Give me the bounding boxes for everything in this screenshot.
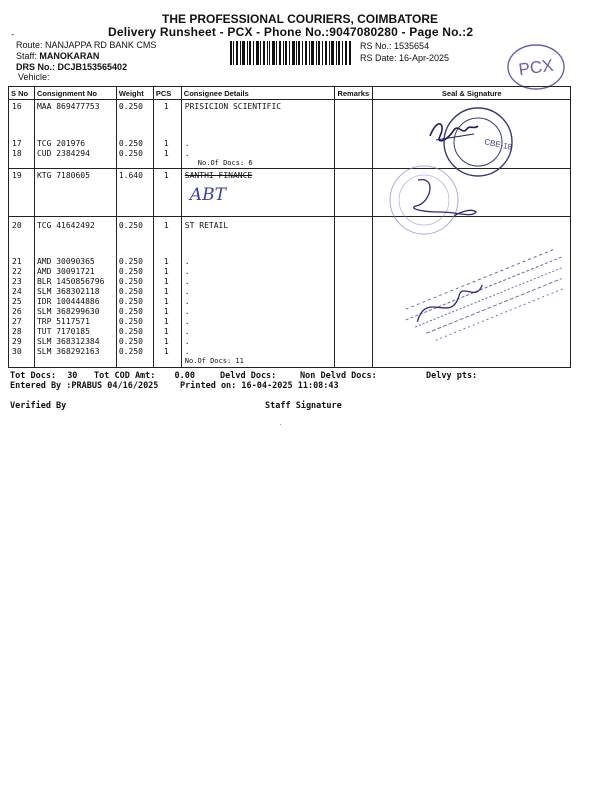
rs-no-line — [360, 41, 429, 51]
seal-signature-overlay — [380, 100, 580, 360]
sno-18: 18 — [12, 149, 22, 158]
weight-24: 0.250 — [118, 287, 143, 296]
pcs-18: 1 — [163, 149, 169, 158]
bullet: . — [184, 297, 190, 306]
rs-no-value: 1535654 — [394, 41, 430, 51]
tot-docs — [10, 371, 77, 381]
tot-docs-label: Tot Docs: — [10, 371, 57, 381]
bullet: . — [184, 347, 190, 356]
sno-27: 27 — [12, 317, 22, 326]
weight-28: 0.250 — [118, 327, 143, 336]
consignment-26: SLM 368299630 — [36, 307, 100, 316]
sno-19: 19 — [12, 171, 22, 180]
delvy-pts-label: Delvy pts: — [426, 371, 478, 381]
runsheet-title: Delivery Runsheet - PCX - Phone No.:9047080280 - Page No.:2 — [108, 25, 474, 39]
weight-30: 0.250 — [118, 347, 143, 356]
weight-25: 0.250 — [118, 297, 143, 306]
verified-by: Verified By — [10, 401, 67, 411]
rs-date-line — [360, 53, 449, 63]
drs-value: DCJB153565402 — [57, 62, 128, 72]
rs-date-value: 16-Apr-2025 — [399, 53, 450, 63]
staff-value: MANOKARAN — [39, 51, 100, 61]
staff-label: Staff: — [16, 51, 37, 61]
delvd-docs-label: Delvd Docs: — [220, 371, 277, 381]
printed-on-label: Printed on: — [180, 381, 237, 391]
consignment-22: AMD 30091721 — [36, 267, 95, 276]
pcs-16: 1 — [163, 102, 169, 111]
pcs-25: 1 — [163, 297, 169, 306]
weight-29: 0.250 — [118, 337, 143, 346]
bullet: . — [184, 277, 190, 286]
docs-note-1: No.Of Docs: 6 — [197, 159, 253, 167]
col-seal: Seal & Signature — [373, 87, 571, 100]
vehicle-label: Vehicle: — [18, 72, 50, 82]
col-consignee: Consignee Details — [181, 87, 335, 100]
dash-mark: - — [10, 30, 16, 40]
drs-label: DRS No.: — [16, 62, 55, 72]
bullet: . — [184, 149, 190, 158]
drs-line — [16, 62, 127, 72]
sno-26: 26 — [12, 307, 22, 316]
rs-no-label: RS No.: — [360, 41, 392, 51]
weight-18: 0.250 — [118, 149, 143, 158]
route-line — [16, 40, 156, 50]
consignee-santhi: SANTHI FINANCE — [184, 171, 253, 180]
pcs-22: 1 — [163, 267, 169, 276]
consignment-16: MAA 869477753 — [36, 102, 100, 111]
bullet: . — [184, 337, 190, 346]
bullet: . — [184, 287, 190, 296]
printed-on — [180, 381, 339, 391]
staff-signature: Staff Signature — [265, 401, 342, 411]
rs-date-label: RS Date: — [360, 53, 397, 63]
pcx-stamp-text: PCX — [517, 55, 555, 80]
non-delvd-docs-label: Non Delvd Docs: — [300, 371, 377, 381]
col-pcs: PCS — [153, 87, 181, 100]
weight-20: 0.250 — [118, 221, 143, 230]
st-retail-stamp — [402, 247, 575, 348]
pcs-23: 1 — [163, 277, 169, 286]
entered-by-value: PRABUS 04/16/2025 — [71, 381, 159, 391]
bullet: . — [184, 327, 190, 336]
consignment-25: IDR 100444886 — [36, 297, 100, 306]
sno-21: 21 — [12, 257, 22, 266]
tot-cod-label: Tot COD Amt: — [94, 371, 156, 381]
weight-16: 0.250 — [118, 102, 143, 111]
tot-docs-value: 30 — [67, 371, 78, 381]
consignment-19: KTG 7180605 — [36, 171, 90, 180]
sno-28: 28 — [12, 327, 22, 336]
pcs-24: 1 — [163, 287, 169, 296]
consignment-20: TCG 41642492 — [36, 221, 95, 230]
bullet: . — [184, 257, 190, 266]
weight-26: 0.250 — [118, 307, 143, 316]
sno-30: 30 — [12, 347, 22, 356]
sno-29: 29 — [12, 337, 22, 346]
consignment-30: SLM 368292163 — [36, 347, 100, 356]
tot-cod-value: 0.00 — [174, 371, 196, 381]
pcs-21: 1 — [163, 257, 169, 266]
sno-17: 17 — [12, 139, 22, 148]
consignment-23: BLR 1450856796 — [36, 277, 105, 286]
tot-cod — [94, 371, 195, 381]
pcs-17: 1 — [163, 139, 169, 148]
cbe-round-stamp — [430, 108, 513, 176]
consignee-prisicion: PRISICION SCIENTIFIC — [184, 102, 282, 111]
weight-17: 0.250 — [118, 139, 143, 148]
consignee-st-retail: ST RETAIL — [184, 221, 229, 230]
sno-25: 25 — [12, 297, 22, 306]
staff-line — [16, 51, 99, 61]
finance-round-stamp — [390, 166, 476, 234]
route-label: Route: — [16, 40, 43, 50]
pcs-28: 1 — [163, 327, 169, 336]
handwritten-abt: ABT — [189, 185, 226, 205]
sno-24: 24 — [12, 287, 22, 296]
printed-on-value: 16-04-2025 11:08:43 — [241, 381, 339, 391]
pcs-27: 1 — [163, 317, 169, 326]
weight-21: 0.250 — [118, 257, 143, 266]
bullet: . — [184, 267, 190, 276]
col-consignment: Consignment No — [34, 87, 116, 100]
pcs-20: 1 — [163, 221, 169, 230]
sno-23: 23 — [12, 277, 22, 286]
weight-23: 0.250 — [118, 277, 143, 286]
scan-speck — [280, 424, 281, 425]
bullet: . — [184, 307, 190, 316]
weight-27: 0.250 — [118, 317, 143, 326]
docs-note-2: No.Of Docs: 11 — [184, 357, 244, 365]
sno-22: 22 — [12, 267, 22, 276]
consignment-18: CUD 2384294 — [36, 149, 90, 158]
consignment-21: AMD 30090365 — [36, 257, 95, 266]
consignment-28: TUT 7170185 — [36, 327, 90, 336]
bullet: . — [184, 139, 190, 148]
company-title: THE PROFESSIONAL COURIERS, COIMBATORE — [161, 12, 439, 26]
sno-16: 16 — [12, 102, 22, 111]
table-header-row — [9, 87, 571, 100]
consignment-17: TCG 201976 — [36, 139, 86, 148]
weight-22: 0.250 — [118, 267, 143, 276]
barcode — [230, 41, 352, 65]
cbe-stamp-text: CBE-18 — [483, 137, 513, 152]
pcs-26: 1 — [163, 307, 169, 316]
entered-by-label: Entered By : — [10, 381, 72, 391]
col-weight: Weight — [116, 87, 153, 100]
consignment-24: SLM 368302118 — [36, 287, 100, 296]
pcs-29: 1 — [163, 337, 169, 346]
consignment-27: TRP 5117571 — [36, 317, 90, 326]
consignment-29: SLM 368312384 — [36, 337, 100, 346]
pcs-19: 1 — [163, 171, 169, 180]
pcs-30: 1 — [163, 347, 169, 356]
col-sno: S No — [9, 87, 35, 100]
route-value: NANJAPPA RD BANK CMS — [45, 40, 157, 50]
sno-20: 20 — [12, 221, 22, 230]
entered-by — [10, 381, 158, 391]
bullet: . — [184, 317, 190, 326]
col-remarks: Remarks — [335, 87, 373, 100]
weight-19: 1.640 — [118, 171, 143, 180]
pcx-stamp — [505, 42, 567, 92]
